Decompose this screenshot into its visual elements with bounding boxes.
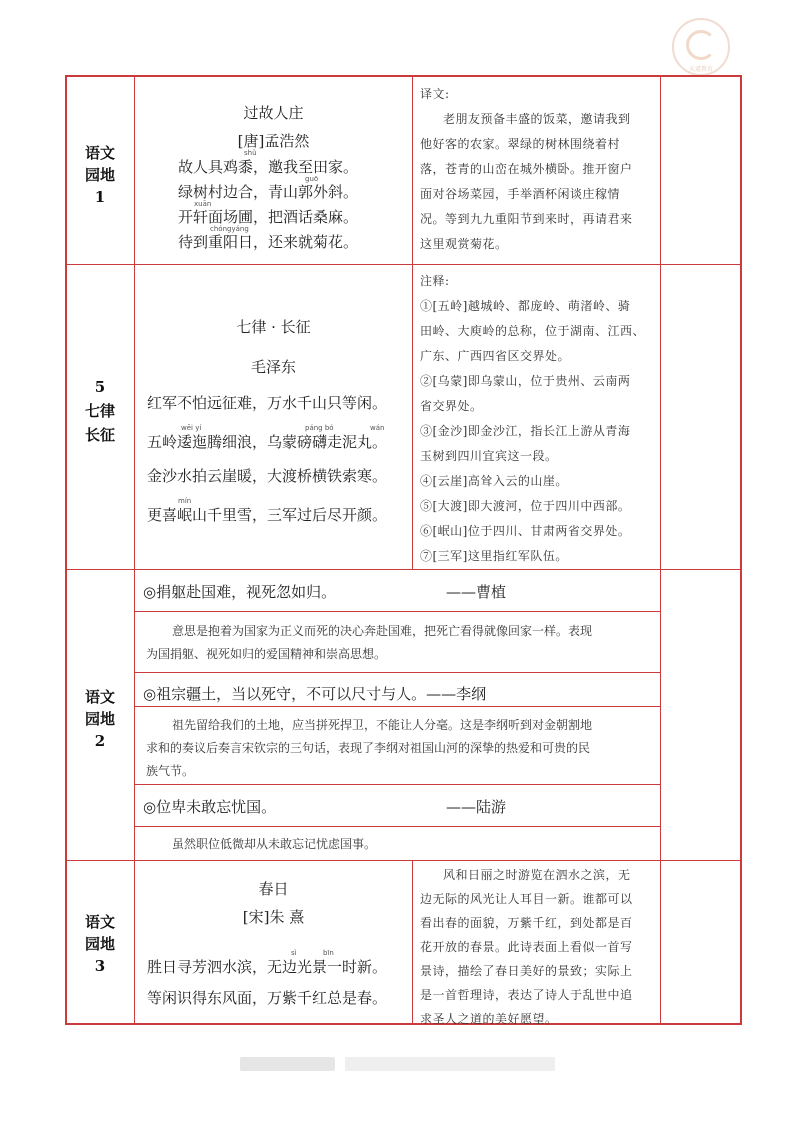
poem-title: 七律 · 长征 bbox=[236, 318, 311, 336]
poem-title: 春日 bbox=[258, 880, 289, 898]
row-divider-2 bbox=[65, 569, 742, 570]
note-line: 省交界处。 bbox=[420, 399, 483, 413]
pinyin-annotation: wán bbox=[370, 424, 385, 432]
note-line: 广东、广西四省区交界处。 bbox=[420, 349, 571, 363]
poem-author: [唐]孟浩然 bbox=[237, 132, 310, 150]
quote-text: ◎捐躯赴国难，视死忽如归。 bbox=[143, 583, 337, 601]
translation-line: 边无际的风光让人耳目一新。谁都可以 bbox=[420, 892, 633, 906]
poem-line: 五岭逶迤腾细浪，乌蒙磅礴走泥丸。 bbox=[147, 433, 388, 451]
note-line: ⑥[岷山]位于四川、甘肃两省交界处。 bbox=[420, 524, 631, 538]
logo-text: 天道教育 bbox=[688, 66, 713, 73]
notes-label: 注释: bbox=[420, 274, 450, 288]
poem-author: 毛泽东 bbox=[250, 358, 296, 376]
note-line: ⑦[三军]这里指红军队伍。 bbox=[420, 549, 568, 563]
translation-label: 译文: bbox=[420, 87, 450, 101]
translation-line: 落，苍青的山峦在城外横卧。推开窗户 bbox=[420, 162, 633, 176]
pinyin-annotation: guō bbox=[305, 175, 319, 183]
note-line: 玉树到四川宜宾这一段。 bbox=[420, 449, 558, 463]
pinyin-annotation: wēi yí bbox=[181, 424, 202, 432]
quote-explanation: 祖先留给我们的土地，应当拼死捍卫，不能让人分毫。这是李纲听到对金朝割地 bbox=[172, 718, 593, 732]
brand-logo bbox=[672, 18, 730, 76]
row-divider-1 bbox=[65, 264, 742, 265]
poem-line: 故人具鸡黍，邀我至田家。 bbox=[178, 158, 359, 176]
poem-line: 绿树村边合，青山郭外斜。 bbox=[178, 183, 359, 201]
col-divider-3 bbox=[660, 75, 661, 1025]
row-divider-3 bbox=[65, 860, 742, 861]
poem-author: [宋]朱 熹 bbox=[242, 908, 305, 926]
section-label-line: 语文 bbox=[84, 144, 115, 162]
quote-explanation: 求和的奏议后奏言宋钦宗的三句话，表现了李纲对祖国山河的深挚的热爱和可贵的民 bbox=[146, 741, 591, 755]
poem-line: 胜日寻芳泗水滨，无边光景一时新。 bbox=[147, 958, 388, 976]
blurred-footer bbox=[240, 1057, 335, 1071]
translation-line: 老朋友预备丰盛的饭菜，邀请我到 bbox=[443, 112, 631, 126]
quote-divider-1 bbox=[134, 611, 660, 612]
quote-author: ——陆游 bbox=[446, 798, 507, 816]
translation-line: 他好客的农家。翠绿的树林围绕着村 bbox=[420, 137, 621, 151]
poem-line: 待到重阳日，还来就菊花。 bbox=[178, 233, 359, 251]
translation-line: 花开放的春景。此诗表面上看似一首写 bbox=[420, 940, 633, 954]
note-line: ③[金沙]即金沙江，指长江上游从青海 bbox=[420, 424, 631, 438]
quote-divider-5 bbox=[134, 826, 660, 827]
section-label-line: 2 bbox=[94, 732, 106, 750]
quote-divider-3 bbox=[134, 706, 660, 707]
section-label-1 bbox=[66, 142, 134, 208]
poem-line: 等闲识得东风面，万紫千红总是春。 bbox=[147, 989, 388, 1007]
section-label-4 bbox=[66, 911, 134, 977]
section-label-3 bbox=[66, 686, 134, 752]
quote-explanation: 虽然职位低微却从未敢忘记忧虑国事。 bbox=[172, 837, 377, 851]
note-line: ④[云崖]高耸入云的山崖。 bbox=[420, 474, 568, 488]
section-label-line: 园地 bbox=[84, 166, 115, 184]
translation-line: 这里观赏菊花。 bbox=[420, 237, 508, 251]
section-label-line: 1 bbox=[94, 188, 106, 206]
translation-line: 求圣人之道的美好愿望。 bbox=[420, 1012, 558, 1026]
poem-line: 更喜岷山千里雪，三军过后尽开颜。 bbox=[147, 506, 388, 524]
translation-line: 看出春的面貌，万紫千红，到处都是百 bbox=[420, 916, 633, 930]
quote-author: ——曹植 bbox=[446, 583, 507, 601]
poem-line: 金沙水拍云崖暖，大渡桥横铁索寒。 bbox=[147, 467, 388, 485]
translation-line: 况。等到九九重阳节到来时，再请君来 bbox=[420, 212, 633, 226]
pinyin-annotation: chóngyáng bbox=[210, 225, 249, 233]
col-divider-2b bbox=[412, 860, 413, 1025]
poem-line: 红军不怕远征难，万水千山只等闲。 bbox=[147, 394, 388, 412]
translation-line: 景诗，描绘了春日美好的景致；实际上 bbox=[420, 964, 633, 978]
section-label-line: 长征 bbox=[84, 426, 115, 444]
pinyin-annotation: sì bbox=[291, 949, 297, 957]
quote-explanation: 意思是抱着为国家为正义而死的决心奔赴国难，把死亡看得就像回家一样。表现 bbox=[172, 624, 593, 638]
note-line: ⑤[大渡]即大渡河，位于四川中西部。 bbox=[420, 499, 631, 513]
translation-line: 是一首哲理诗，表达了诗人于乱世中追 bbox=[420, 988, 633, 1002]
note-line: 田岭、大庾岭的总称，位于湖南、江西、 bbox=[420, 324, 646, 338]
section-label-line: 园地 bbox=[84, 710, 115, 728]
quote-text: ◎祖宗疆土，当以死守，不可以尺寸与人。——李纲 bbox=[143, 685, 487, 703]
pinyin-annotation: shǔ bbox=[244, 149, 257, 157]
note-line: ②[乌蒙]即乌蒙山，位于贵州、云南两 bbox=[420, 374, 631, 388]
section-label-line: 七律 bbox=[84, 402, 115, 420]
blurred-footer bbox=[345, 1057, 555, 1071]
quote-explanation: 族气节。 bbox=[146, 764, 195, 778]
col-divider-2a bbox=[412, 75, 413, 570]
poem-title: 过故人庄 bbox=[243, 104, 304, 122]
translation-line: 风和日丽之时游览在泗水之滨，无 bbox=[443, 868, 631, 882]
section-label-line: 园地 bbox=[84, 935, 115, 953]
poem-line: 开轩面场圃，把酒话桑麻。 bbox=[178, 208, 359, 226]
translation-line: 面对谷场菜园，手举酒杯闲谈庄稼情 bbox=[420, 187, 621, 201]
quote-text: ◎位卑未敢忘忧国。 bbox=[143, 798, 277, 816]
section-label-line: 语文 bbox=[84, 913, 115, 931]
pinyin-annotation: mín bbox=[178, 497, 192, 505]
pinyin-annotation: bīn bbox=[323, 949, 334, 957]
section-label-2 bbox=[66, 375, 134, 447]
section-label-line: 5 bbox=[94, 378, 106, 396]
pinyin-annotation: páng bó bbox=[305, 424, 334, 432]
section-label-line: 语文 bbox=[84, 688, 115, 706]
section-label-line: 3 bbox=[94, 957, 106, 975]
quote-divider-2 bbox=[134, 672, 660, 673]
quote-explanation: 为国捐躯、视死如归的爱国精神和崇高思想。 bbox=[146, 647, 387, 661]
quote-divider-4 bbox=[134, 784, 660, 785]
swirl-logo-icon bbox=[686, 30, 716, 60]
pinyin-annotation: xuān bbox=[194, 200, 212, 208]
note-line: ①[五岭]越城岭、都庞岭、萌渚岭、骑 bbox=[420, 299, 631, 313]
